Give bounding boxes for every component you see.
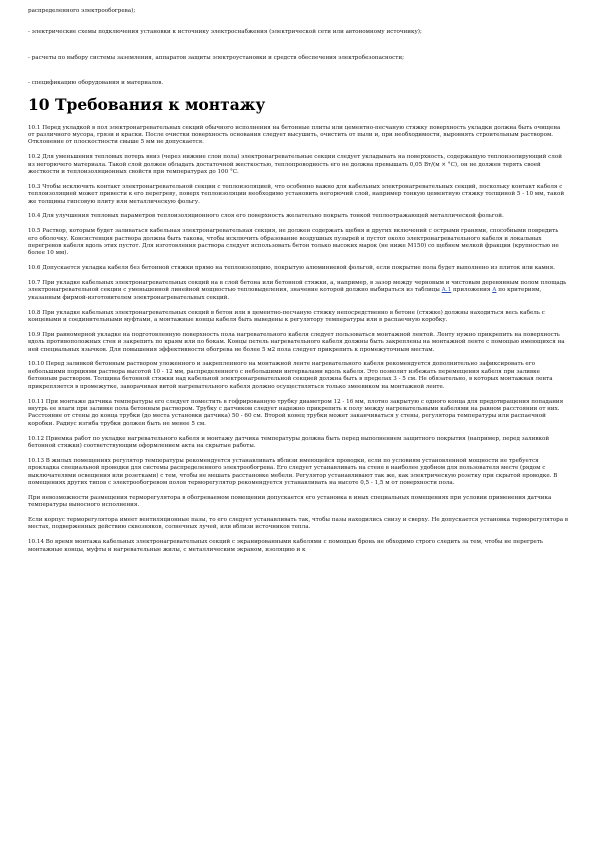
paragraph-thermostat-alt: При невозможности размещения терморегулятора в обогреваемом помещении допускается его установка в иных специальных помещениях при условии применения датчика температуры выносного исполнения.	[28, 494, 552, 509]
paragraph-10-4: 10.4 Для улучшения тепловых параметров теплоизоляционного слоя его поверхность желательно покрыть тонкой теплоотражающей металлической фольгой.	[28, 213, 504, 220]
paragraph-10-10: 10.10 Перед заливкой бетонным раствором уложенного и закрепленного на монтажной ленте нагревательного кабеля рекомендуется дополнительно зафиксировать его небольшими порциями раствора высотой 10 - 12 мм, распределенного с небольшими интервалами вдоль кабеля. Это позволит избежать перемещения кабеля при заливке бетонным раствором. Толщина бетонной стяжки над кабельной электронагревательной секцией должна быть в пределах 3 - 5 см. Не обязательно, в которых монтажная лента прикрепляется в промежутке, заворачивая витой нагревательного кабеля должно осуществляться только змеевиком на монтажной ленте.	[28, 361, 553, 390]
document-page	[28, 8, 568, 561]
paragraph-10-9: 10.9 При равномерной укладке на подготовленную поверхность пола нагревательного кабеля следует пользоваться монтажной лентой. Ленту нужно прикрепить на поверхность вдоль противоположных стен и закрепить по краям или по бокам. Концы петель нагревательного кабеля должны быть закреплены на монтажной ленте с помощью имеющихся на ней специальных язычков. Для повышения эффективности обогрева не более 5 м2 пола следует прикрепить к промежуточным местам.	[28, 331, 565, 353]
bullet-item: - спецификацию оборудования и материалов.	[28, 80, 164, 87]
paragraph-10-7-text: по критериям, указанным фирмой-изготовителем электронагревательных секций.	[28, 287, 542, 301]
paragraph-thermostat-vents: Если корпус терморегулятора имеет вентиляционные пазы, то его следует устанавливать так, чтобы пазы находились снизу и сверху. Не допускается установка терморегулятора в местах, подверженных действию сквозняков, солнечных лучей, или вблизи источников тепла.	[28, 516, 568, 531]
paragraph-10-7-text: 10.7 При укладке кабельных электронагревательных секций на в слой бетона или бетонной стяжки, а, например, в зазор между черновым и чистовым деревянным полом площадь электронагревательной секции с уменьшенной линейной мощностью тепловыделения, значение которой должно выбираться из таблицы	[28, 280, 567, 294]
paragraph-10-1: 10.1 Перед укладкой в пол электронагревательных секций обычного исполнения на бетонные плиты или цементно-песчаную стяжку поверхность укладки должна быть очищена от различного мусора, грязи и краски. После очистки поверхность основания следует высушить, очистить от пыли и, при необходимости, выровнять строительным раствором. Отклонение от плоскостности свыше 5 мм не допускается.	[28, 124, 561, 146]
section-title: 10 Требования к монтажу	[28, 94, 266, 114]
top-fragment: распределенного электрообогрева);	[28, 8, 136, 14]
paragraph-10-3: 10.3 Чтобы исключить контакт электронагревательной секции с теплоизоляцией, что особенно важно для кабельных электронагревательных секций, поскольку контакт кабеля с теплоизоляцией может привести к его перегреву, поверх теплоизоляции необходимо установить негорючий слой, например тонкую цементную стяжку толщиной 5 - 10 мм, такой же толщины гипсовую плиту или металлическую фольгу.	[28, 183, 565, 205]
bullet-item: - электрические схемы подключения установки к источнику электроснабжения (электрической сети или автономному источнику);	[28, 29, 422, 36]
paragraph-10-14: 10.14 Во время монтажа кабельных электронагревательных секций с экранированными кабелями с помощью бронь не обходимо строго следить за тем, чтобы не перегреть монтажные концы, муфты и нагревательные жилы, с металлическим экраном, изоляцию и к	[28, 539, 543, 553]
table-a1-link[interactable]: А.1	[441, 287, 452, 294]
paragraph-10-8: 10.8 При укладке кабельных электронагревательных секций в бетон или в цементно-песчаную стяжку непосредственно в бетоне (стяжке) должны находиться весь кабель с концевыми и соединительными муфтами, а монтажные концы кабеля быть выведены к регулятору температуры или в распаечную коробку.	[28, 309, 545, 324]
paragraph-10-7-text: приложения	[451, 287, 493, 294]
paragraph-10-13: 10.13 В жилых помещениях регулятор температуры рекомендуется устанавливать вблизи имеющейся проводки, если по условиям установленной мощности не требуется прокладка специальной проводки для системы распределенного электрообогрева. Его следует устанавливать на стене в наиболее удобном для пользователя месте (рядом с выключателями освещения или розетками) с тем, чтобы не мешать расстановке мебели. Регулятор устанавливают так же, как электрическую розетку при скрытой проводке. В помещениях других типов с электрообогревом полов терморегулятор рекомендуется устанавливать на высоте 0,5 - 1,5 м от поверхности пола.	[28, 457, 558, 486]
paragraph-10-2: 10.2 Для уменьшения тепловых потерь вниз (через нижние слои пола) электронагревательные секции следует укладывать на поверхность, содержащую теплоизолирующий слой из негорючего материала. Такой слой должен обладать достаточной жесткостью, теплопроводность его не должна превышать 0,05 Вт/(м × °С), он не должен терять своей жесткости и теплоизоляционных свойств при температурах до 100 °С.	[28, 154, 562, 176]
paragraph-10-11: 10.11 При монтаже датчика температуры его следует поместить в гофрированную трубку диаметром 12 - 16 мм, плотно закрытую с одного конца для предотвращения попадания внутрь ее влаги при заливке пола бетонным раствором. Трубку с датчиком следует надежно прикрепить к полу между нагревательными кабелями на равном расстоянии от них. Расстояние от стены до конца трубки (до места установки датчика) 50 - 60 см. Второй конец трубки может заканчиваться у стены, регулятора температуры или распаечной коробки. Радиус изгиба трубки должен быть не менее 5 см.	[28, 398, 564, 427]
bullet-item: - расчеты по выбору системы заземления, аппаратов защиты электроустановки и средств обеспечения электробезопасности;	[28, 54, 404, 61]
appendix-a-link[interactable]: А	[492, 287, 497, 294]
paragraph-10-7	[28, 280, 568, 302]
paragraph-10-12: 10.12 Приемка работ по укладке нагревательного кабеля и монтажу датчика температуры должна быть перед выполнением защитного покрытия (например, перед заливкой бетонной стяжки) соответствующим оформлением акта на скрытые работы.	[28, 435, 550, 449]
paragraph-10-6: 10.6 Допускается укладка кабеля без бетонной стяжки прямо на теплоизоляцию, покрытую алюминиевой фольгой, если покрытие пола будет выполнено из плиток или камня.	[28, 265, 555, 272]
paragraph-10-5: 10.5 Раствор, которым будет заливаться кабельная электронагревательная секция, не должен содержать щебня и других включений с острыми гранями, способными повредить его оболочку. Консистенция раствора должна быть такова, чтобы исключить образование воздушных пузырей и пустот около электронагревательного кабеля и локальных перегревов кабеля вдоль этих пустот. Для изготовления раствора следует использовать бетон только высоких марок (не ниже М150) со щебнем мелкой фракции (крупностью не более 10 мм).	[28, 228, 559, 257]
